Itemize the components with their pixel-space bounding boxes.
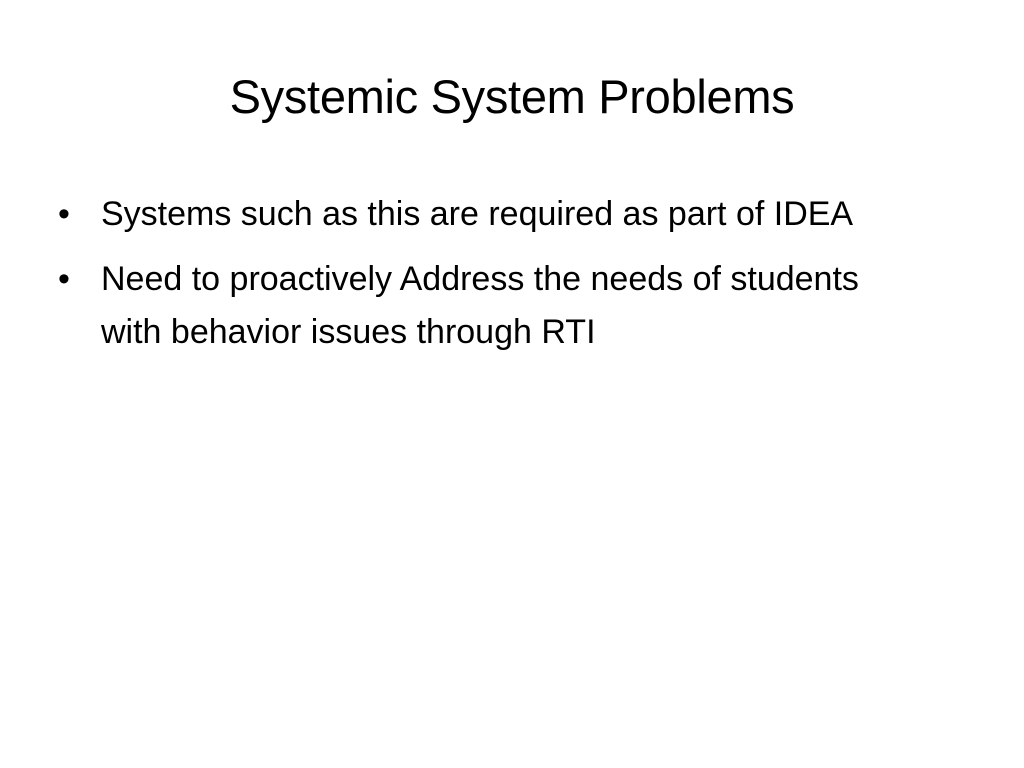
bullet-list [58, 188, 958, 371]
slide-title: Systemic System Problems [229, 70, 795, 123]
list-item [58, 188, 958, 241]
list-item [58, 253, 958, 359]
bullet-text: Need to proactively Address the needs of students with behavior issues through RTI [101, 260, 859, 351]
bullet-icon: • [58, 260, 70, 298]
bullet-icon: • [58, 195, 70, 233]
bullet-text: Systems such as this are required as part of IDEA [101, 195, 854, 233]
